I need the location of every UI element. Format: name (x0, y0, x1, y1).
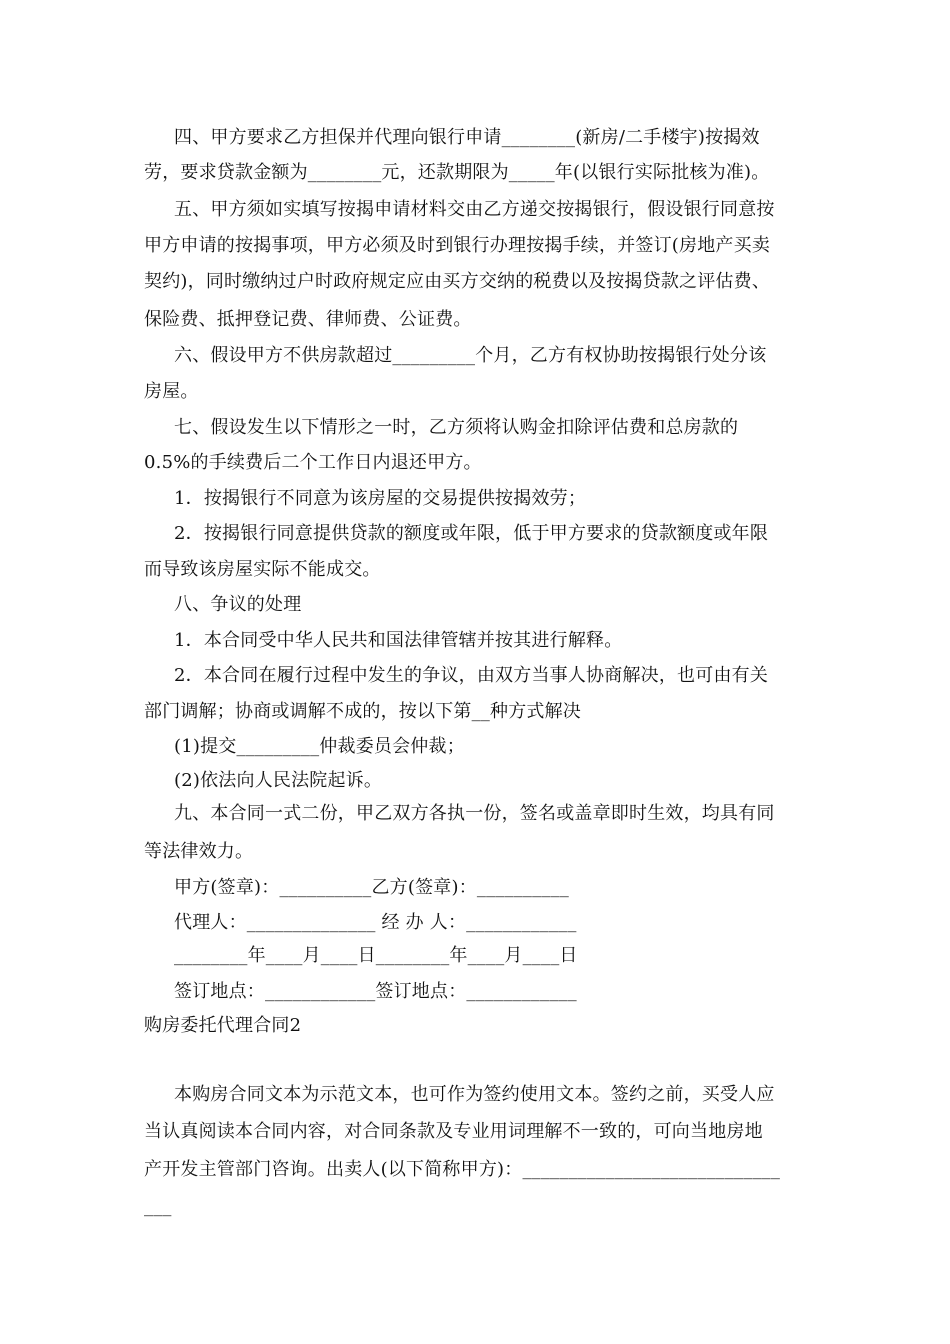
clause-7-item-2-line-1: 2．按揭银行同意提供贷款的额度或年限，低于甲方要求的贷款额度或年限 (174, 523, 769, 544)
date-line: ________年____月____日________年____月____日 (174, 945, 578, 966)
clause-4-line-1: 四、甲方要求乙方担保并代理向银行申请________(新房/二手楼宇)按揭效 (174, 127, 760, 148)
clause-5-line-4: 保险费、抵押登记费、律师费、公证费。 (144, 309, 472, 330)
clause-6-line-1: 六、假设甲方不供房款超过_________个月，乙方有权协助按揭银行处分该 (174, 345, 767, 366)
intro-line-2: 当认真阅读本合同内容，对合同条款及专业用词理解不一致的，可向当地房地 (144, 1121, 763, 1142)
clause-8-option-1: (1)提交_________仲裁委员会仲裁； (174, 736, 465, 757)
clause-8-item-1: 1．本合同受中华人民共和国法律管辖并按其进行解释。 (174, 630, 623, 651)
intro-line-1: 本购房合同文本为示范文本，也可作为签约使用文本。签约之前，买受人应 (174, 1084, 775, 1105)
clause-8-item-2-line-1: 2．本合同在履行过程中发生的争议，由双方当事人协商解决，也可由有关 (174, 665, 769, 686)
place-line: 签订地点：____________签订地点：____________ (174, 981, 577, 1002)
clause-7-item-2-line-2: 而导致该房屋实际不能成交。 (144, 559, 381, 580)
clause-5-line-2: 甲方申请的按揭事项，甲方必须及时到银行办理按揭手续，并签订(房地产买卖 (144, 235, 771, 256)
clause-9-line-2: 等法律效力。 (144, 841, 254, 862)
clause-8-item-2-line-2: 部门调解；协商或调解不成的，按以下第__种方式解决 (144, 701, 581, 722)
intro-line-4: ___ (144, 1196, 172, 1217)
clause-7-item-1: 1．按揭银行不同意为该房屋的交易提供按揭效劳； (174, 488, 587, 509)
clause-6-line-2: 房屋。 (144, 381, 199, 402)
clause-5-line-3: 契约)，同时缴纳过户时政府规定应由买方交纳的税费以及按揭贷款之评估费、 (144, 271, 771, 292)
clause-7-line-2: 0.5%的手续费后二个工作日内退还甲方。 (144, 452, 482, 473)
section-title: 购房委托代理合同2 (144, 1015, 302, 1036)
clause-9-line-1: 九、本合同一式二份，甲乙双方各执一份，签名或盖章即时生效，均具有同 (174, 803, 775, 824)
clause-5-line-1: 五、甲方须如实填写按揭申请材料交由乙方递交按揭银行，假设银行同意按 (174, 199, 775, 220)
clause-8-heading: 八、争议的处理 (174, 594, 302, 615)
signature-line: 甲方(签章)：__________乙方(签章)：__________ (174, 877, 569, 898)
intro-line-3: 产开发主管部门咨询。出卖人(以下简称甲方)：____________________________ (144, 1159, 781, 1180)
clause-8-option-2: (2)依法向人民法院起诉。 (174, 770, 383, 791)
clause-4-line-2: 劳，要求贷款金额为________元，还款期限为_____年(以银行实际批核为准)。 (144, 162, 770, 183)
agent-line: 代理人：______________ 经 办 人：____________ (174, 912, 577, 933)
clause-7-line-1: 七、假设发生以下情形之一时，乙方须将认购金扣除评估费和总房款的 (174, 417, 739, 438)
